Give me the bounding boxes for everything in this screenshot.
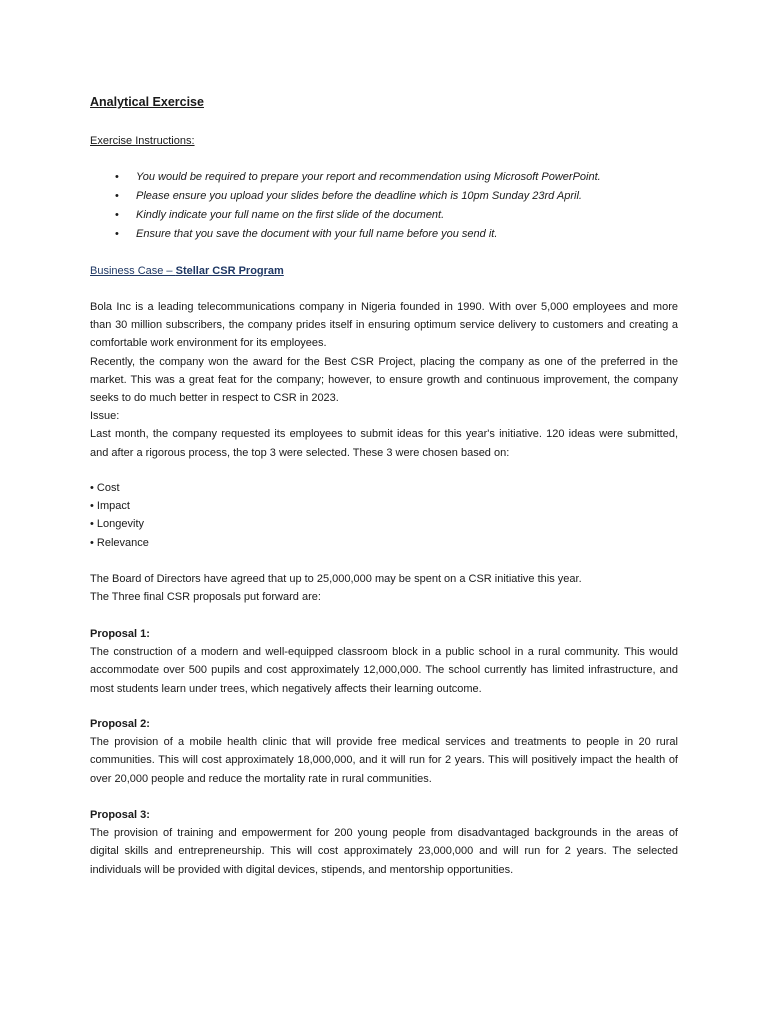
case-description bbox=[90, 298, 678, 462]
bullet-icon: • bbox=[115, 171, 119, 183]
proposal-title: Proposal 3: bbox=[90, 809, 150, 821]
instruction-item bbox=[90, 168, 678, 187]
proposal-3 bbox=[90, 806, 678, 879]
instruction-item bbox=[90, 187, 678, 206]
proposal-text: The construction of a modern and well-equipped classroom block in a public school in a rural community. This would accommodate over 500 pupils and cost approximately 12,000,000. The school currently has limited infrastructure, and most students learn under trees, which negatively affects their learning outcome. bbox=[90, 646, 678, 695]
bullet-icon: • bbox=[115, 209, 119, 221]
proposal-title: Proposal 1: bbox=[90, 628, 150, 640]
criteria-item: • Relevance bbox=[90, 536, 149, 549]
instructions-list bbox=[90, 168, 678, 244]
instruction-text: Please ensure you upload your slides before the deadline which is 10pm Sunday 23rd April. bbox=[136, 190, 582, 202]
criteria-list bbox=[90, 479, 149, 552]
instruction-text: Ensure that you save the document with your full name before you send it. bbox=[136, 228, 498, 240]
instruction-text: You would be required to prepare your report and recommendation using Microsoft PowerPoint. bbox=[136, 171, 601, 183]
criteria-item: • Cost bbox=[90, 482, 120, 494]
document-title: Analytical Exercise bbox=[90, 95, 204, 109]
case-heading-title: Stellar CSR Program bbox=[175, 265, 284, 277]
proposal-title: Proposal 2: bbox=[90, 718, 150, 730]
proposal-2 bbox=[90, 715, 678, 788]
ideas-paragraph: Last month, the company requested its employees to submit ideas for this year's initiative. 120 ideas were submitted, and after a rigorous process, the top 3 were selected. These 3 were chosen based on: bbox=[90, 428, 678, 459]
proposal-text: The provision of a mobile health clinic that will provide free medical services and treatments to people in 20 rural communities. This will cost approximately 18,000,000, and it will run for 2 years. This will positively impact the health of over 20,000 people and reduce the mortality rate in rural communities. bbox=[90, 736, 678, 785]
proposals-intro: The Three final CSR proposals put forward are: bbox=[90, 591, 321, 604]
company-paragraph: Bola Inc is a leading telecommunications company in Nigeria founded in 1990. With over 5,000 employees and more than 30 million subscribers, the company prides itself in ensuring optimum service delivery to customers and creating a comfortable work environment for its employees. bbox=[90, 301, 678, 350]
bullet-icon: • bbox=[115, 228, 119, 240]
proposal-text: The provision of training and empowerment for 200 young people from disadvantaged backgrounds in the areas of digital skills and entrepreneurship. This will cost approximately 23,000,000 and will run for 2 years. The selected individuals will be provided with digital devices, stipends, and mentorship opportunities. bbox=[90, 827, 678, 876]
case-heading-prefix: Business Case – bbox=[90, 265, 176, 277]
instructions-heading: Exercise Instructions: bbox=[90, 135, 195, 147]
criteria-item: • Longevity bbox=[90, 518, 144, 531]
instruction-text: Kindly indicate your full name on the first slide of the document. bbox=[136, 209, 445, 221]
award-paragraph: Recently, the company won the award for the Best CSR Project, placing the company as one of the preferred in the market. This was a great feat for the company; however, to ensure growth and continuous improvement, the company seeks to do much better in respect to CSR in 2023. bbox=[90, 355, 678, 405]
criteria-item: • Impact bbox=[90, 500, 130, 513]
business-case-heading bbox=[90, 262, 284, 280]
bullet-icon: • bbox=[115, 190, 119, 202]
instruction-item bbox=[90, 225, 678, 244]
issue-label: Issue: bbox=[90, 410, 120, 423]
budget-block bbox=[90, 570, 678, 606]
board-line: The Board of Directors have agreed that up to 25,000,000 may be spent on a CSR initiative this year. bbox=[90, 573, 582, 585]
instruction-item bbox=[90, 206, 678, 225]
proposal-1 bbox=[90, 625, 678, 698]
